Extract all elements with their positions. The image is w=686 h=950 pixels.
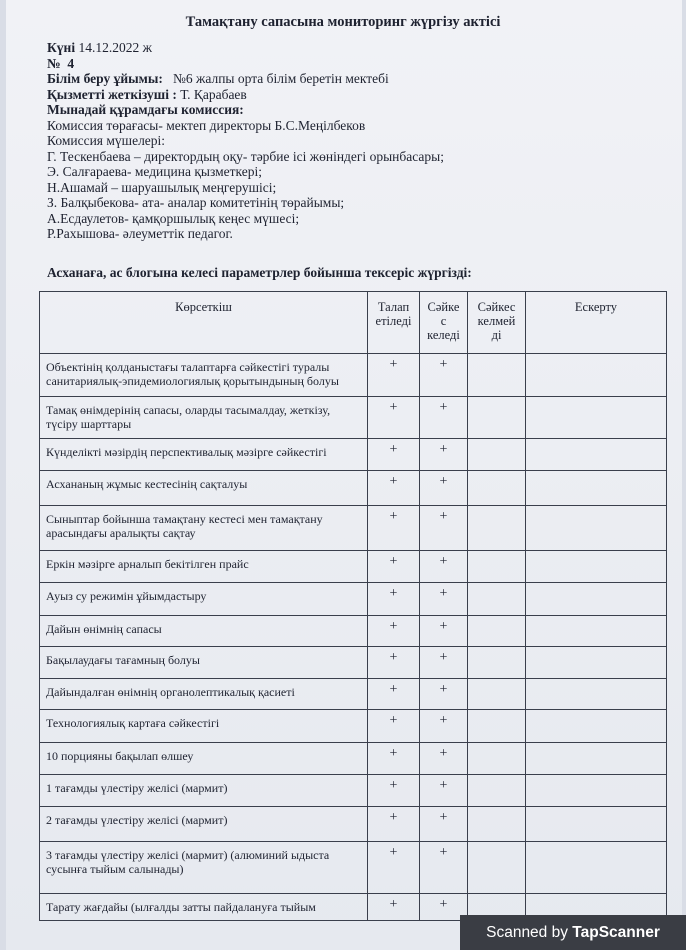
required-mark: + [368, 616, 420, 647]
row-label: 2 тағамды үлестіру желісі (мармит) [40, 807, 368, 842]
table-row [40, 551, 667, 583]
compliant-mark: + [420, 894, 468, 921]
noncompliant-cell [468, 397, 526, 439]
supplier-label: Қызметті жеткізуші : [47, 86, 177, 102]
row-label: 1 тағамды үлестіру желісі (мармит) [40, 775, 368, 807]
compliant-mark: + [420, 842, 468, 894]
note-cell [526, 354, 667, 397]
note-cell [526, 551, 667, 583]
table-row [40, 506, 667, 551]
inspection-table [39, 291, 667, 921]
noncompliant-cell [468, 354, 526, 397]
watermark-prefix: Scanned by [486, 924, 573, 941]
scanner-watermark [460, 915, 686, 950]
required-mark: + [368, 506, 420, 551]
table-row [40, 807, 667, 842]
row-label: 3 тағамды үлестіру желісі (мармит) (алюминий ыдыста сусынға тыйым салынады) [40, 842, 368, 894]
required-mark: + [368, 471, 420, 506]
table-header-row [40, 292, 667, 354]
table-row [40, 354, 667, 397]
table-row [40, 439, 667, 471]
commission-members-heading: Комиссия мүшелері: [47, 133, 166, 148]
row-label: Объектінің қолданыстағы талаптарға сәйкестігі туралы санитариялық-эпидемиологиялық қорытындының болуы [40, 354, 368, 397]
number-row [47, 56, 667, 72]
member-2: Э. Салғараева- медицина қызметкері; [47, 164, 262, 179]
row-label: Дайын өнімнің сапасы [40, 616, 368, 647]
table-row [40, 471, 667, 506]
note-cell [526, 506, 667, 551]
org-row [47, 71, 667, 87]
note-cell [526, 807, 667, 842]
compliant-mark: + [420, 439, 468, 471]
compliant-mark: + [420, 743, 468, 775]
noncompliant-cell [468, 775, 526, 807]
header-required: Талап етіледі [368, 292, 420, 354]
table-row [40, 616, 667, 647]
member-3: Н.Ашамай – шаруашылық меңгерушісі; [47, 179, 277, 195]
noncompliant-cell [468, 679, 526, 710]
table-row [40, 775, 667, 807]
compliant-mark: + [420, 551, 468, 583]
required-mark: + [368, 397, 420, 439]
noncompliant-cell [468, 471, 526, 506]
commission-chair: Комиссия төрағасы- мектеп директоры Б.С.Меңілбеков [47, 117, 366, 133]
table-row [40, 583, 667, 616]
required-mark: + [368, 679, 420, 710]
row-label: Тарату жағдайы (ылғалды затты пайдалануға тыйым [40, 894, 368, 921]
note-cell [526, 439, 667, 471]
compliant-mark: + [420, 775, 468, 807]
document-meta [47, 40, 667, 242]
compliant-mark: + [420, 679, 468, 710]
header-compliant: Сәйке с келеді [420, 292, 468, 354]
header-indicator: Көрсеткіш [40, 292, 368, 354]
compliant-mark: + [420, 471, 468, 506]
member-5: А.Есдаулетов- қамқоршылық кеңес мүшесі; [47, 210, 300, 226]
compliant-mark: + [420, 354, 468, 397]
compliant-mark: + [420, 397, 468, 439]
table-row [40, 710, 667, 743]
row-label: Технологиялық картаға сәйкестігі [40, 710, 368, 743]
header-noncompliant: Сәйкес келмей ді [468, 292, 526, 354]
noncompliant-cell [468, 647, 526, 679]
table-row [40, 647, 667, 679]
document-title: Тамақтану сапасына мониторинг жүргізу актісі [185, 14, 501, 30]
compliant-mark: + [420, 647, 468, 679]
required-mark: + [368, 439, 420, 471]
note-cell [526, 710, 667, 743]
note-cell [526, 775, 667, 807]
member-1: Г. Тескенбаева – директордың оқу- тәрбие ісі жөніндегі орынбасары; [47, 148, 444, 164]
compliant-mark: + [420, 710, 468, 743]
noncompliant-cell [468, 743, 526, 775]
note-cell [526, 743, 667, 775]
noncompliant-cell [468, 439, 526, 471]
required-mark: + [368, 807, 420, 842]
note-cell [526, 583, 667, 616]
commission-heading: Мынадай құрамдағы комиссия: [47, 102, 244, 117]
compliant-mark: + [420, 807, 468, 842]
table-row [40, 397, 667, 439]
note-cell [526, 616, 667, 647]
row-label: Дайындалған өнімнің органолептикалық қасиеті [40, 679, 368, 710]
row-label: Күнделікті мәзірдің перспективалық мәзірге сәйкестігі [40, 439, 368, 471]
note-cell [526, 679, 667, 710]
row-label: Сыныптар бойынша тамақтану кестесі мен тамақтану арасындағы аралықты сақтау [40, 506, 368, 551]
required-mark: + [368, 583, 420, 616]
member-4: З. Балқыбекова- ата- аналар комитетінің төрайымы; [47, 195, 345, 210]
compliant-mark: + [420, 616, 468, 647]
row-label: Бақылаудағы тағамның болуы [40, 647, 368, 679]
noncompliant-cell [468, 842, 526, 894]
date-value: 14.12.2022 ж [78, 40, 152, 55]
table-row [40, 842, 667, 894]
header-note: Ескерту [526, 292, 667, 354]
member-6: Р.Рахышова- әлеуметтік педагог. [47, 226, 233, 241]
watermark-brand: TapScanner [572, 924, 660, 941]
section-heading: Асханаға, ас блогына келесі параметрлер бойынша тексеріс жүргізді: [47, 265, 472, 280]
number-label: № [47, 55, 61, 71]
row-label: Асхананың жұмыс кестесінің сақталуы [40, 471, 368, 506]
noncompliant-cell [468, 710, 526, 743]
org-value: №6 жалпы орта білім беретін мектебі [173, 71, 389, 86]
required-mark: + [368, 354, 420, 397]
number-value: 4 [67, 55, 75, 71]
supplier-row [47, 87, 667, 103]
date-row [47, 40, 667, 56]
supplier-value: Т. Қарабаев [180, 86, 247, 102]
compliant-mark: + [420, 583, 468, 616]
note-cell [526, 842, 667, 894]
noncompliant-cell [468, 583, 526, 616]
note-cell [526, 397, 667, 439]
required-mark: + [368, 743, 420, 775]
org-label: Білім беру ұйымы: [47, 71, 163, 86]
note-cell [526, 471, 667, 506]
date-label: Күні [47, 40, 76, 55]
table-row [40, 743, 667, 775]
noncompliant-cell [468, 807, 526, 842]
row-label: Еркін мәзірге арналып бекітілген прайс [40, 551, 368, 583]
noncompliant-cell [468, 616, 526, 647]
compliant-mark: + [420, 506, 468, 551]
required-mark: + [368, 647, 420, 679]
row-label: Тамақ өнімдерінің сапасы, оларды тасымалдау, жеткізу, түсіру шарттары [40, 397, 368, 439]
required-mark: + [368, 894, 420, 921]
table-row [40, 679, 667, 710]
noncompliant-cell [468, 506, 526, 551]
required-mark: + [368, 775, 420, 807]
required-mark: + [368, 842, 420, 894]
note-cell [526, 647, 667, 679]
required-mark: + [368, 710, 420, 743]
row-label: 10 порцияны бақылап өлшеу [40, 743, 368, 775]
noncompliant-cell [468, 551, 526, 583]
row-label: Ауыз су режимін ұйымдастыру [40, 583, 368, 616]
required-mark: + [368, 551, 420, 583]
